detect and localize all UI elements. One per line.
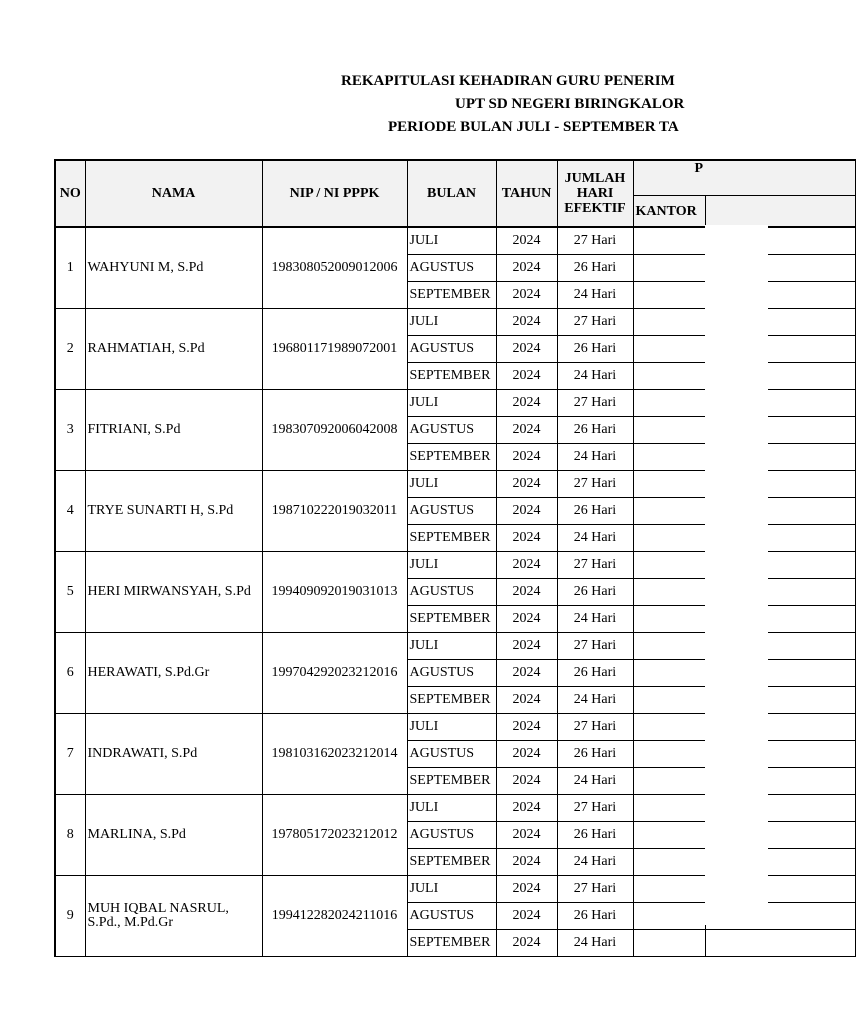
row-bulan: SEPTEMBER: [407, 444, 496, 471]
row-jumlah: 27 Hari: [557, 390, 633, 417]
row-bulan: JULI: [407, 390, 496, 417]
row-kantor: [633, 309, 705, 336]
row-no: 5: [55, 552, 85, 633]
row-bulan: JULI: [407, 714, 496, 741]
row-bulan: JULI: [407, 471, 496, 498]
row-nama: HERAWATI, S.Pd.Gr: [85, 633, 262, 714]
row-bulan: SEPTEMBER: [407, 282, 496, 309]
row-bulan: AGUSTUS: [407, 903, 496, 930]
row-tahun: 2024: [496, 444, 557, 471]
col-nama-header: NAMA: [85, 160, 262, 227]
col-nip-header: NIP / NI PPPK: [262, 160, 407, 227]
row-bulan: AGUSTUS: [407, 822, 496, 849]
row-nip: 199704292023212016: [262, 633, 407, 714]
row-tahun: 2024: [496, 525, 557, 552]
row-tahun: 2024: [496, 363, 557, 390]
period-title: PERIODE BULAN JULI - SEPTEMBER TA: [388, 119, 679, 135]
row-bulan: JULI: [407, 633, 496, 660]
row-no: 4: [55, 471, 85, 552]
row-tahun: 2024: [496, 849, 557, 876]
row-tahun: 2024: [496, 309, 557, 336]
row-nama: TRYE SUNARTI H, S.Pd: [85, 471, 262, 552]
row-tahun: 2024: [496, 282, 557, 309]
row-jumlah: 27 Hari: [557, 795, 633, 822]
row-bulan: AGUSTUS: [407, 741, 496, 768]
col-tahun-header: TAHUN: [496, 160, 557, 227]
row-no: 9: [55, 876, 85, 957]
row-nip: 196801171989072001: [262, 309, 407, 390]
row-jumlah: 27 Hari: [557, 552, 633, 579]
row-bulan: AGUSTUS: [407, 498, 496, 525]
row-kantor: [633, 282, 705, 309]
attendance-sheet: [54, 159, 768, 950]
row-jumlah: 26 Hari: [557, 660, 633, 687]
row-jumlah: 26 Hari: [557, 417, 633, 444]
row-nama: FITRIANI, S.Pd: [85, 390, 262, 471]
row-tahun: 2024: [496, 227, 557, 255]
row-jumlah: 26 Hari: [557, 498, 633, 525]
row-jumlah: 27 Hari: [557, 471, 633, 498]
row-tahun: 2024: [496, 903, 557, 930]
row-tahun: 2024: [496, 606, 557, 633]
row-nip: 198103162023212014: [262, 714, 407, 795]
row-nama: WAHYUNI M, S.Pd: [85, 227, 262, 309]
row-kantor: [633, 336, 705, 363]
row-jumlah: 26 Hari: [557, 741, 633, 768]
row-tahun: 2024: [496, 579, 557, 606]
row-kantor: [633, 849, 705, 876]
row-no: 6: [55, 633, 85, 714]
row-tahun: 2024: [496, 633, 557, 660]
col-jumlah-header: JUMLAH HARI EFEKTIF: [557, 160, 633, 227]
row-nama: INDRAWATI, S.Pd: [85, 714, 262, 795]
row-tahun: 2024: [496, 687, 557, 714]
row-bulan: AGUSTUS: [407, 255, 496, 282]
row-jumlah: 24 Hari: [557, 282, 633, 309]
row-jumlah: 26 Hari: [557, 822, 633, 849]
row-bulan: SEPTEMBER: [407, 930, 496, 957]
row-bulan: JULI: [407, 876, 496, 903]
row-kantor: [633, 525, 705, 552]
row-kantor: [633, 930, 705, 957]
row-kantor: [633, 444, 705, 471]
school-name: UPT SD NEGERI BIRINGKALOR: [455, 96, 685, 112]
row-jumlah: 27 Hari: [557, 227, 633, 255]
row-kantor: [633, 660, 705, 687]
row-jumlah: 27 Hari: [557, 714, 633, 741]
row-kantor: [633, 714, 705, 741]
row-tahun: 2024: [496, 822, 557, 849]
row-kantor: [633, 768, 705, 795]
row-kantor: [633, 687, 705, 714]
row-no: 2: [55, 309, 85, 390]
col-group-header: P: [633, 160, 855, 196]
row-nama: RAHMATIAH, S.Pd: [85, 309, 262, 390]
row-nip: 199412282024211016: [262, 876, 407, 957]
row-jumlah: 24 Hari: [557, 930, 633, 957]
row-bulan: AGUSTUS: [407, 417, 496, 444]
row-nama: MUH IQBAL NASRUL, S.Pd., M.Pd.Gr: [85, 876, 262, 957]
row-tahun: 2024: [496, 876, 557, 903]
row-jumlah: 24 Hari: [557, 363, 633, 390]
row-kantor: [633, 227, 705, 255]
row-jumlah: 26 Hari: [557, 903, 633, 930]
row-jumlah: 26 Hari: [557, 336, 633, 363]
row-no: 7: [55, 714, 85, 795]
row-nip: 197805172023212012: [262, 795, 407, 876]
row-nip: 198307092006042008: [262, 390, 407, 471]
row-tahun: 2024: [496, 390, 557, 417]
document-title: REKAPITULASI KEHADIRAN GURU PENERIM: [341, 73, 675, 89]
row-bulan: AGUSTUS: [407, 660, 496, 687]
row-tahun: 2024: [496, 714, 557, 741]
row-kantor: [633, 417, 705, 444]
row-kantor: [633, 552, 705, 579]
row-tahun: 2024: [496, 930, 557, 957]
col-extra-header: [705, 196, 855, 228]
row-bulan: SEPTEMBER: [407, 606, 496, 633]
row-tahun: 2024: [496, 741, 557, 768]
row-jumlah: 27 Hari: [557, 876, 633, 903]
row-kantor: [633, 363, 705, 390]
row-nama: MARLINA, S.Pd: [85, 795, 262, 876]
row-nama: HERI MIRWANSYAH, S.Pd: [85, 552, 262, 633]
row-tahun: 2024: [496, 471, 557, 498]
row-kantor: [633, 633, 705, 660]
row-no: 8: [55, 795, 85, 876]
row-bulan: SEPTEMBER: [407, 768, 496, 795]
row-extra: [705, 930, 855, 957]
row-kantor: [633, 741, 705, 768]
row-tahun: 2024: [496, 795, 557, 822]
row-jumlah: 24 Hari: [557, 849, 633, 876]
row-tahun: 2024: [496, 498, 557, 525]
row-kantor: [633, 822, 705, 849]
row-kantor: [633, 579, 705, 606]
row-jumlah: 24 Hari: [557, 606, 633, 633]
row-nip: 198308052009012006: [262, 227, 407, 309]
row-nip: 199409092019031013: [262, 552, 407, 633]
row-kantor: [633, 255, 705, 282]
col-bulan-header: BULAN: [407, 160, 496, 227]
row-no: 3: [55, 390, 85, 471]
row-kantor: [633, 471, 705, 498]
row-tahun: 2024: [496, 552, 557, 579]
row-kantor: [633, 498, 705, 525]
row-bulan: JULI: [407, 309, 496, 336]
row-tahun: 2024: [496, 417, 557, 444]
row-bulan: JULI: [407, 227, 496, 255]
row-jumlah: 24 Hari: [557, 768, 633, 795]
row-bulan: SEPTEMBER: [407, 363, 496, 390]
row-kantor: [633, 903, 705, 930]
row-kantor: [633, 876, 705, 903]
row-bulan: AGUSTUS: [407, 336, 496, 363]
row-jumlah: 24 Hari: [557, 525, 633, 552]
col-kantor-header: KANTOR: [633, 196, 705, 228]
row-tahun: 2024: [496, 255, 557, 282]
row-nip: 198710222019032011: [262, 471, 407, 552]
row-bulan: SEPTEMBER: [407, 687, 496, 714]
row-tahun: 2024: [496, 660, 557, 687]
row-bulan: JULI: [407, 552, 496, 579]
row-jumlah: 24 Hari: [557, 687, 633, 714]
row-jumlah: 27 Hari: [557, 309, 633, 336]
row-bulan: AGUSTUS: [407, 579, 496, 606]
row-bulan: SEPTEMBER: [407, 849, 496, 876]
row-jumlah: 26 Hari: [557, 579, 633, 606]
row-jumlah: 24 Hari: [557, 444, 633, 471]
row-kantor: [633, 606, 705, 633]
row-bulan: SEPTEMBER: [407, 525, 496, 552]
row-tahun: 2024: [496, 336, 557, 363]
row-jumlah: 26 Hari: [557, 255, 633, 282]
row-kantor: [633, 390, 705, 417]
row-bulan: JULI: [407, 795, 496, 822]
col-no-header: NO: [55, 160, 85, 227]
table-header: [55, 160, 855, 227]
viewport-edge: [705, 225, 768, 925]
row-tahun: 2024: [496, 768, 557, 795]
row-no: 1: [55, 227, 85, 309]
row-jumlah: 27 Hari: [557, 633, 633, 660]
row-kantor: [633, 795, 705, 822]
